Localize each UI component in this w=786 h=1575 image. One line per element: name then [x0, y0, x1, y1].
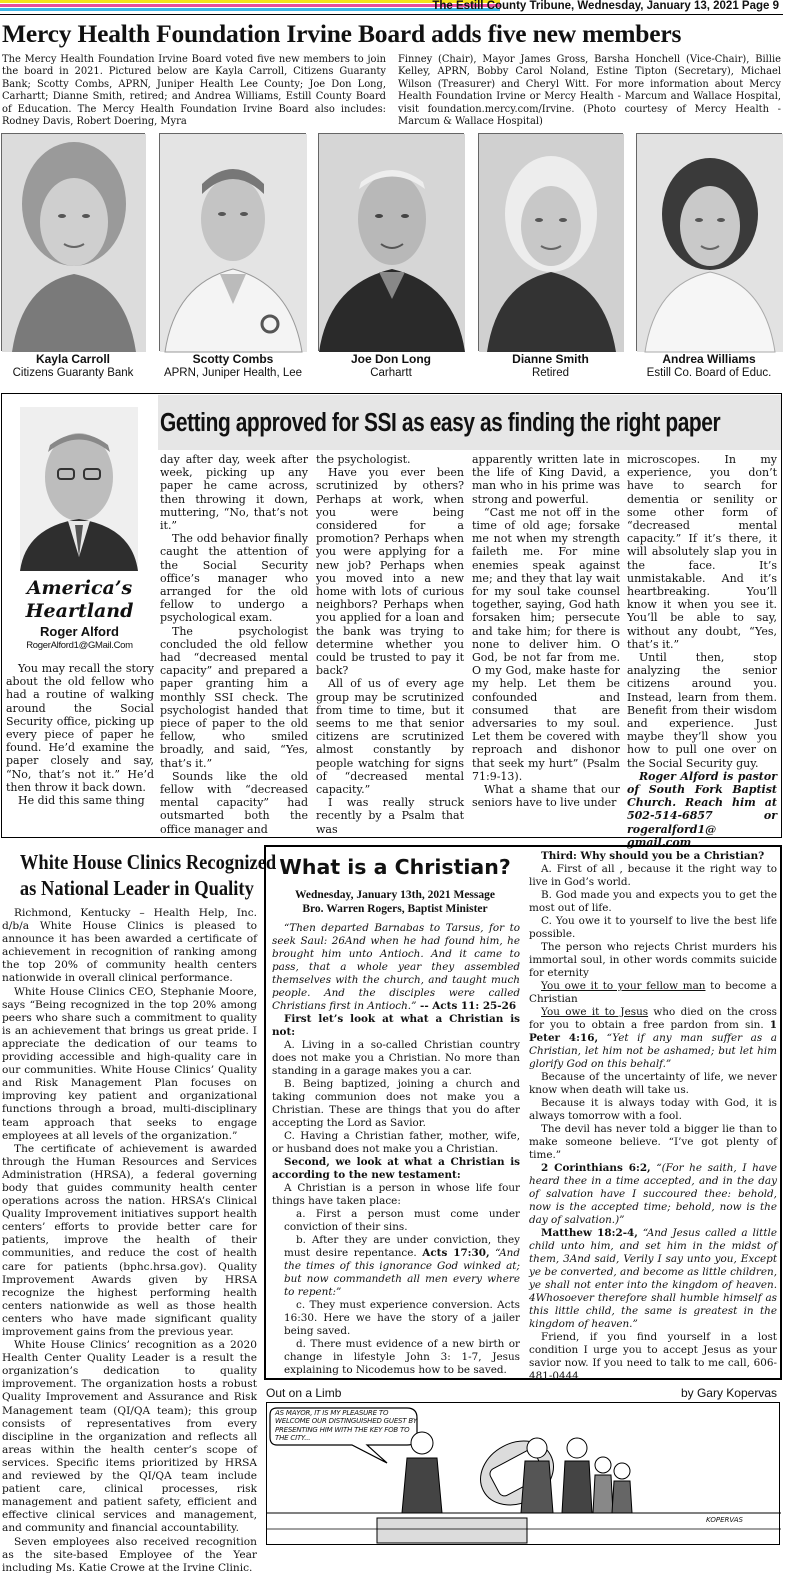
mercy-intro-left: The Mercy Health Foundation Irvine Board voted five new members to join the board in 2021. Pictured below are Kayla Carroll, Citizens Guaranty Bank; Scotty Combs, APRN, Juniper Health Lee County; Joe Don Long, Carhartt; Dianne Smith, retired; and Andrea Williams, Estill County Board of Education. The Mercy Health Foundation Irvine Board also includes: Rodney Davis, Robert Doering, Myra [2, 54, 386, 128]
photo-kayla-carroll [1, 133, 145, 351]
photo-dianne-smith [478, 133, 623, 351]
masthead-rule [0, 14, 783, 15]
ssi-col-4: apparently written late in the life of King David, a man who in his prime was strong and powerful. “Cast me not off in the time of old age; forsake me not when my strength faileth me. For mine enemies speak against me; and they that lay wait for my soul take counsel together, saying, God hath forsaken him; persecute and take him; for there is none to deliver him. O God, be not far from me. O my God, make haste for my help. Let them be confounded and consumed that are adversaries to my soul. Let them be covered with reproach and dishonor that seek my hurt” (Psalm 71:9-13). What a shame that our seniors have to live under [472, 453, 620, 810]
ssi-author: Roger Alford [40, 624, 119, 639]
photo-andrea-williams [636, 133, 782, 351]
cartoon-signature: KOPERVAS [706, 1516, 743, 1524]
mercy-headline: Mercy Health Foundation Irvine Board adds five new members [2, 19, 682, 48]
whc-headline-1: White House Clinics Recognized [19, 850, 277, 874]
column-name-2: Heartland [25, 600, 134, 622]
christian-headline: What is a Christian? [279, 855, 511, 879]
christian-col-right-body: Third: Why should you be a Christian? A. First of all , because it the right way to live in God’s world. B. God made you and expects you to get the most out of life. C. You owe it to yourself to live the best life possible. The person who rejects Christ murders his immortal soul, in other words commits suicide for eternity You owe it to your fellow man to become a Christian You owe it to Jesus who died on the cross for you to obtain a free pardon from sin. 1 Peter 4:16, “Yet if any man suffer as a Christian, let him not be ashamed; but let him glorify God on this behalf.” Because of the uncertainty of life, we never know when death will take us. Because it is always today with God, it is always tomorrow with a fool. The devil has never told a bigger lie than to make someone believe. “I’ve got plenty of time.” 2 Corinthians 6:2, “(For he saith, I have heard thee in a time accepted, and in the day of salvation have I succoured thee: behold, now is the accepted time; behold, now is the day of salvation.)” Matthew 18:2-4, “And Jesus called a little child unto him, and set him in the midst of them, 3And said, Verily I say unto you, Except ye be converted, and become as little children, ye shall not enter into the kingdom of heaven. 4Whosoever therefore shall humble himself as this little child, the same is greatest in the kingdom of heaven.” Friend, if you find yourself in a lost condition I urge you to accept Jesus as your savior now. If you need to talk to me call, 606-481-0444 [529, 850, 778, 1382]
cartoon-speech: AS MAYOR, IT IS MY PLEASURE TO WELCOME OUR DISTINGUISHED GUEST BY PRESENTING HIM WITH THE KEY FOB TO THE CITY... [275, 1409, 417, 1443]
whc-headline-2: as National Leader in Quality [19, 876, 254, 900]
cartoon-title: Out on a Limb [266, 1386, 342, 1400]
roger-alford-photo [20, 407, 138, 571]
caption-andrea: Andrea Williams Estill Co. Board of Educ. [646, 352, 772, 379]
ssi-col-3: the psychologist. Have you ever been scrutinized by others? Perhaps at work, when you were being considered for a promotion? Perhaps when you were applying for a new job? Perhaps when you moved into a new home with lots of curious neighbors? Perhaps when you applied for a loan and the bank was trying to determine whether you could be trusted to pay it back? All of us of every age group may be scrutinized from time to time, but it seems to me that senior citizens are scrutinized almost constantly by people watching for signs of “decreased mental capacity.” I was really struck recently by a Psalm that was [316, 453, 464, 836]
ssi-headline: Getting approved for SSI as easy as finding the right paper [160, 409, 721, 437]
masthead: The Estill County Tribune, Wednesday, January 13, 2021 Page 9 [432, 0, 779, 12]
caption-kayla: Kayla Carroll Citizens Guaranty Bank [12, 352, 134, 379]
color-bar-pink [0, 4, 500, 7]
christian-col-left: “Then departed Barnabas to Tarsus, for to seek Saul: 26And when he had found him, he brought him unto Antioch. And it came to pass, that a whole year they assembled themselves with the church, and taught much people. And the disciples were called Christians first in Antioch.” -- Acts 11: 25-26 First let’s look at what a Christian is not: A. Living in a so-called Christian country does not make you a Christian. No more than standing in a garage makes you a car. B. Being baptized, joining a church and taking communion does not make you a Christian. These are things that you do after accepting the Lord as Savior. C. Having a Christian father, mother, wife, or husband does not make you a Christian. Second, we look at what a Christian is according to the new testament: A Christian is a person in whose life four things have taken place: a. First a person must come under conviction of their sins. b. After they are under conviction, they must desire repentance. Acts 17:30, “And the times of this ignorance God winked at; but now commandeth all men every where to repent:” c. They must experience conversion. Acts 16:30. Here we have the story of a jailer being saved. d. There must evidence of a new birth or change in lifestyle John 3: 1-7, Jesus explaining to Nicodemus how to be saved. [272, 922, 520, 1376]
cartoon-byline: by Gary Kopervas [680, 1386, 777, 1400]
color-bar-blue [0, 8, 500, 11]
caption-dianne: Dianne Smith Retired [512, 352, 589, 379]
caption-scotty: Scotty Combs APRN, Juniper Health, Lee [163, 352, 303, 379]
caption-joe: Joe Don Long Carhartt [351, 352, 431, 379]
mercy-intro-right: Finney (Chair), Mayor James Gross, Barsha Honchell (Vice-Chair), Billie Kelley, APRN, Bobby Carol Noland, Estine Tipton (Secretary), Michael Wilson (Treasurer) and Cheryl Witt. For more information about Mercy Health Foundation Irvine or Mercy Health - Marcum and Wallace Hospital, visit foundation.mercy.com/Irvine. (Photo courtesy of Mercy Health - Marcum & Wallace Hospital) [398, 54, 781, 128]
ssi-col-5: microscopes. In my experience, you don’t have to search for dementia or senility or some other form of “decreased mental capacity.” If it’s there, it will absolutely slap you in the face. It’s unmistakable. And it’s heartbreaking. You’ll know it when you see it. You’ll be able to say, without any doubt, “Yes, that’s it.” Until then, stop analyzing the senior citizens around you. Instead, learn from them. Benefit from their wisdom and experience. Just maybe they’ll show you how to pull one over on the Social Security guy. Roger Alford is pastor of South Fork Baptist Church. Reach him at 502-514-6857 or rogeralford1@ gmail.com [627, 453, 777, 849]
ssi-col-2: day after day, week after week, picking up any paper he came across, then throwing it down, muttering, “No, that’s not it.” The odd behavior finally caught the attention of the Social Security office’s manager who arranged for the old fellow to undergo a psychological exam. The psychologist concluded the old fellow had “decreased mental capacity” and prepared a paper granting him a monthly SSI check. The psychologist handed that piece of paper to the old fellow, who smiled broadly, and said, “Yes, that’s it.” Sounds like the old fellow with “decreased mental capacity” had outsmarted both the office manager and [160, 453, 308, 836]
color-bar-yellow [0, 0, 500, 3]
christian-sub-1: Wednesday, January 13th, 2021 Message [295, 889, 495, 901]
column-name-1: America’s [26, 577, 133, 599]
ssi-bio: Roger Alford is pastor of South Fork Baptist Church. Reach him at 502-514-6857 or rogeralford1@ gmail.com [627, 769, 777, 849]
photo-scotty-combs [159, 133, 306, 351]
ssi-col-1: You may recall the story about the old fellow who had a routine of walking around the Social Security office, picking up every piece of paper he found. He’d examine the paper closely and say, “No, that’s not it.” He’d then throw it back down. He did this same thing [6, 662, 154, 808]
whc-body: Richmond, Kentucky – Health Help, Inc. d/b/a White House Clinics is pleased to announce it has been awarded a certificate of achievement in recognition of ranking among the top 20% of community health centers nationwide in overall clinical performance. White House Clinics CEO, Stephanie Moore, says “Being recognized in the top 20% among peers who share such a commitment to quality is an achievement that brings us great pride. I appreciate the dedication of our teams to providing accessible and high-quality care in our communities. White House Clinics’ Quality and Risk Management Plan focuses on improving key patient and organizational functions through a broad, multi-disciplinary team approach that seeks to engage employees at all levels of the organization.” The certificate of achievement is awarded through the Human Resources and Services Administration (HRSA), a federal governing body that guides community health center operations across the nation. HRSA’s Clinical Quality Improvement initiatives support health centers’ efforts to provide better care for patients, improve the health of their communities, and reduce the cost of health care for patients (bphc.hrsa.gov). Quality Improvement Awards given by HRSA recognize the highest performing health centers nationwide as well as those health centers who have made significant quality improvement gains from the previous year. White House Clinics’ recognition as a 2020 Health Center Quality Leader is a result the organization’s dedication to quality improvement. The organization hosts a robust Quality Improvement and Assurance and Risk Management team (QI/QA team); this group consists of representatives from every discipline in the organization and reflects all areas within the health center’s scope of services. Specific items prioritized by HRSA and reviewed by the QI/QA team include patient care, clinical processes, risk management and patient safety, efficient and effective clinical services and management, and community and financial accountability. Seven employees also received recognition as the site-based Employee of the Year including Ms. Katie Crowe at the Irvine Clinic. [2, 907, 257, 1574]
photo-joe-don-long [318, 133, 464, 351]
christian-sub-2: Bro. Warren Rogers, Baptist Minister [302, 903, 488, 915]
ssi-email: RogerAlford1@GMail.Com [26, 640, 133, 651]
